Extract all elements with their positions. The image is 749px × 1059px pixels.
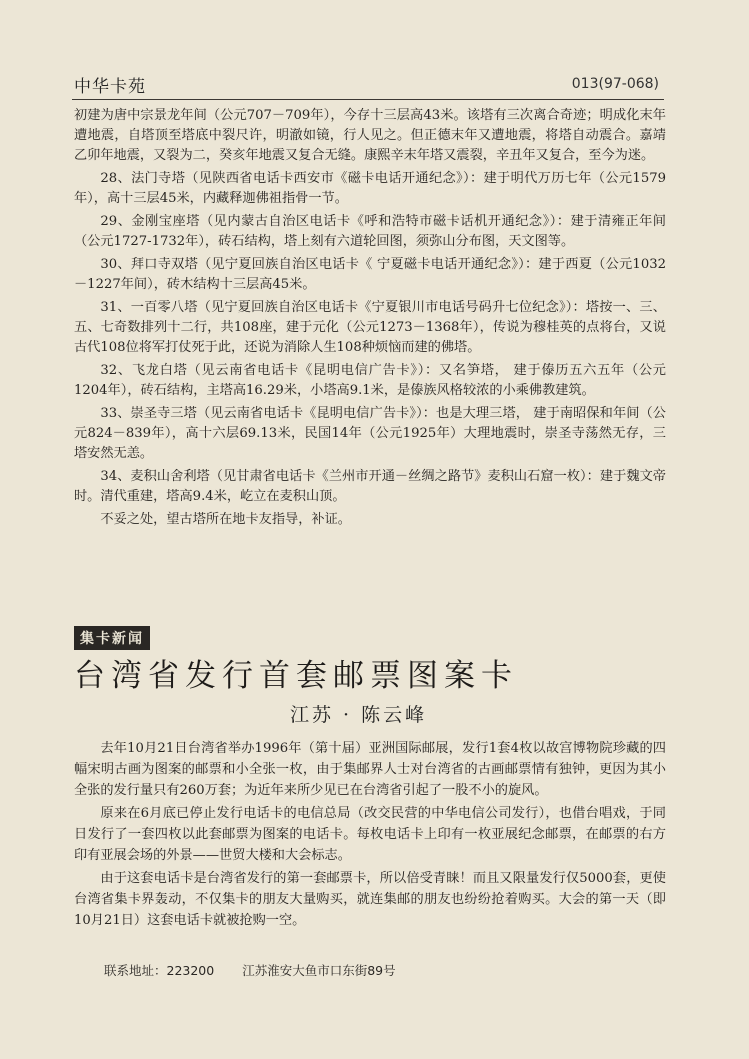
paragraph: 33、崇圣寺三塔（见云南省电话卡《昆明电信广告卡》）：也是大理三塔， 建于南昭保和年间（公元824－839年），高十六层69.13米，民国14年（公元1925年）大理地震时，崇圣寺荡然无存，三塔安然无恙。 [74, 406, 666, 461]
pagoda-list [74, 106, 666, 533]
header-divider [72, 99, 664, 100]
paragraph: 初建为唐中宗景龙年间（公元707－709年），今存十三层高43米。该塔有三次离合奇迹；明成化末年遭地震，自塔顶至塔底中裂尺许，明澈如镜，行人见之。但正德末年又遭地震，将塔自动震合。嘉靖乙卯年地震，又裂为二，癸亥年地震又复合无缝。康熙辛末年塔又震裂，辛丑年又复合，至今为迷。 [74, 108, 666, 163]
paragraph: 去年10月21日台湾省举办1996年（第十届）亚洲国际邮展，发行1套4枚以故宫博物院珍藏的四幅宋明古画为图案的邮票和小全张一枚，由于集邮界人士对台湾省的古画邮票情有独钟，更因为其小全张的发行量只有260万套；为近年来所少见已在台湾省引起了一股不小的旋风。 [74, 741, 666, 798]
page-code: 013(97-068) [571, 76, 659, 92]
paragraph: 34、麦积山舍利塔（见甘肃省电话卡《兰州市开通－丝绸之路节》麦积山石窟一枚）：建于魏文帝时。清代重建，塔高9.4米，屹立在麦积山顶。 [74, 469, 666, 504]
contact-street: 江苏淮安大鱼市口东街89号 [242, 963, 396, 978]
article-title: 台湾省发行首套邮票图案卡 [74, 658, 518, 694]
paragraph: 不妥之处，望古塔所在地卡友指导，补证。 [100, 512, 351, 527]
paragraph: 30、拜口寺双塔（见宁夏回族自治区电话卡《 宁夏磁卡电话开通纪念》）：建于西夏（公元1032－1227年间），砖木结构十三层高45米。 [74, 257, 666, 292]
paragraph: 28、法门寺塔（见陕西省电话卡西安市《磁卡电话开通纪念》）：建于明代万历七年（公元1579年），高十三层45米，内藏释迦佛祖指骨一节。 [74, 171, 666, 206]
paragraph: 由于这套电话卡是台湾省发行的第一套邮票卡，所以倍受青睐！而且又限量发行仅5000套，更使台湾省集卡界轰动，不仅集卡的朋友大量购买，就连集邮的朋友也纷纷抢着购买。大会的第一天（即10月21日）这套电话卡就被抢购一空。 [74, 871, 666, 928]
article-body [74, 738, 666, 933]
article-byline: 江苏 · 陈云峰 [290, 704, 428, 726]
paragraph: 31、一百零八塔（见宁夏回族自治区电话卡《宁夏银川市电话号码升七位纪念》）：塔按一、三、五、七奇数排列十二行，共108座，建于元化（公元1273－1368年），传说为穆桂英的点将台，又说古代108位将军打仗死于此，还说为消除人生108种烦恼而建的佛塔。 [74, 300, 666, 355]
paragraph: 29、金刚宝座塔（见内蒙古自治区电话卡《呼和浩特市磁卡话机开通纪念》）：建于清雍正年间（公元1727-1732年），砖石结构，塔上刻有六道轮回图，须弥山分布图，天文图等。 [74, 214, 666, 249]
paragraph: 32、飞龙白塔（见云南省电话卡《昆明电信广告卡》）：又名笋塔， 建于傣历五六五年（公元1204年），砖石结构，主塔高16.29米，小塔高9.1米，是傣族风格较浓的小乘佛教建筑。 [74, 363, 666, 398]
section-title: 中华卡苑 [74, 77, 146, 97]
news-tag: 集卡新闻 [74, 626, 150, 650]
paragraph: 原来在6月底已停止发行电话卡的电信总局（改交民营的中华电信公司发行），也借台唱戏，于同日发行了一套四枚以此套邮票为图案的电话卡。每枚电话卡上印有一枚亚展纪念邮票，在邮票的右方印有亚展会场的外景——世贸大楼和大会标志。 [74, 806, 666, 863]
contact-address [104, 961, 396, 979]
contact-label: 联系地址：223200 [104, 963, 215, 978]
